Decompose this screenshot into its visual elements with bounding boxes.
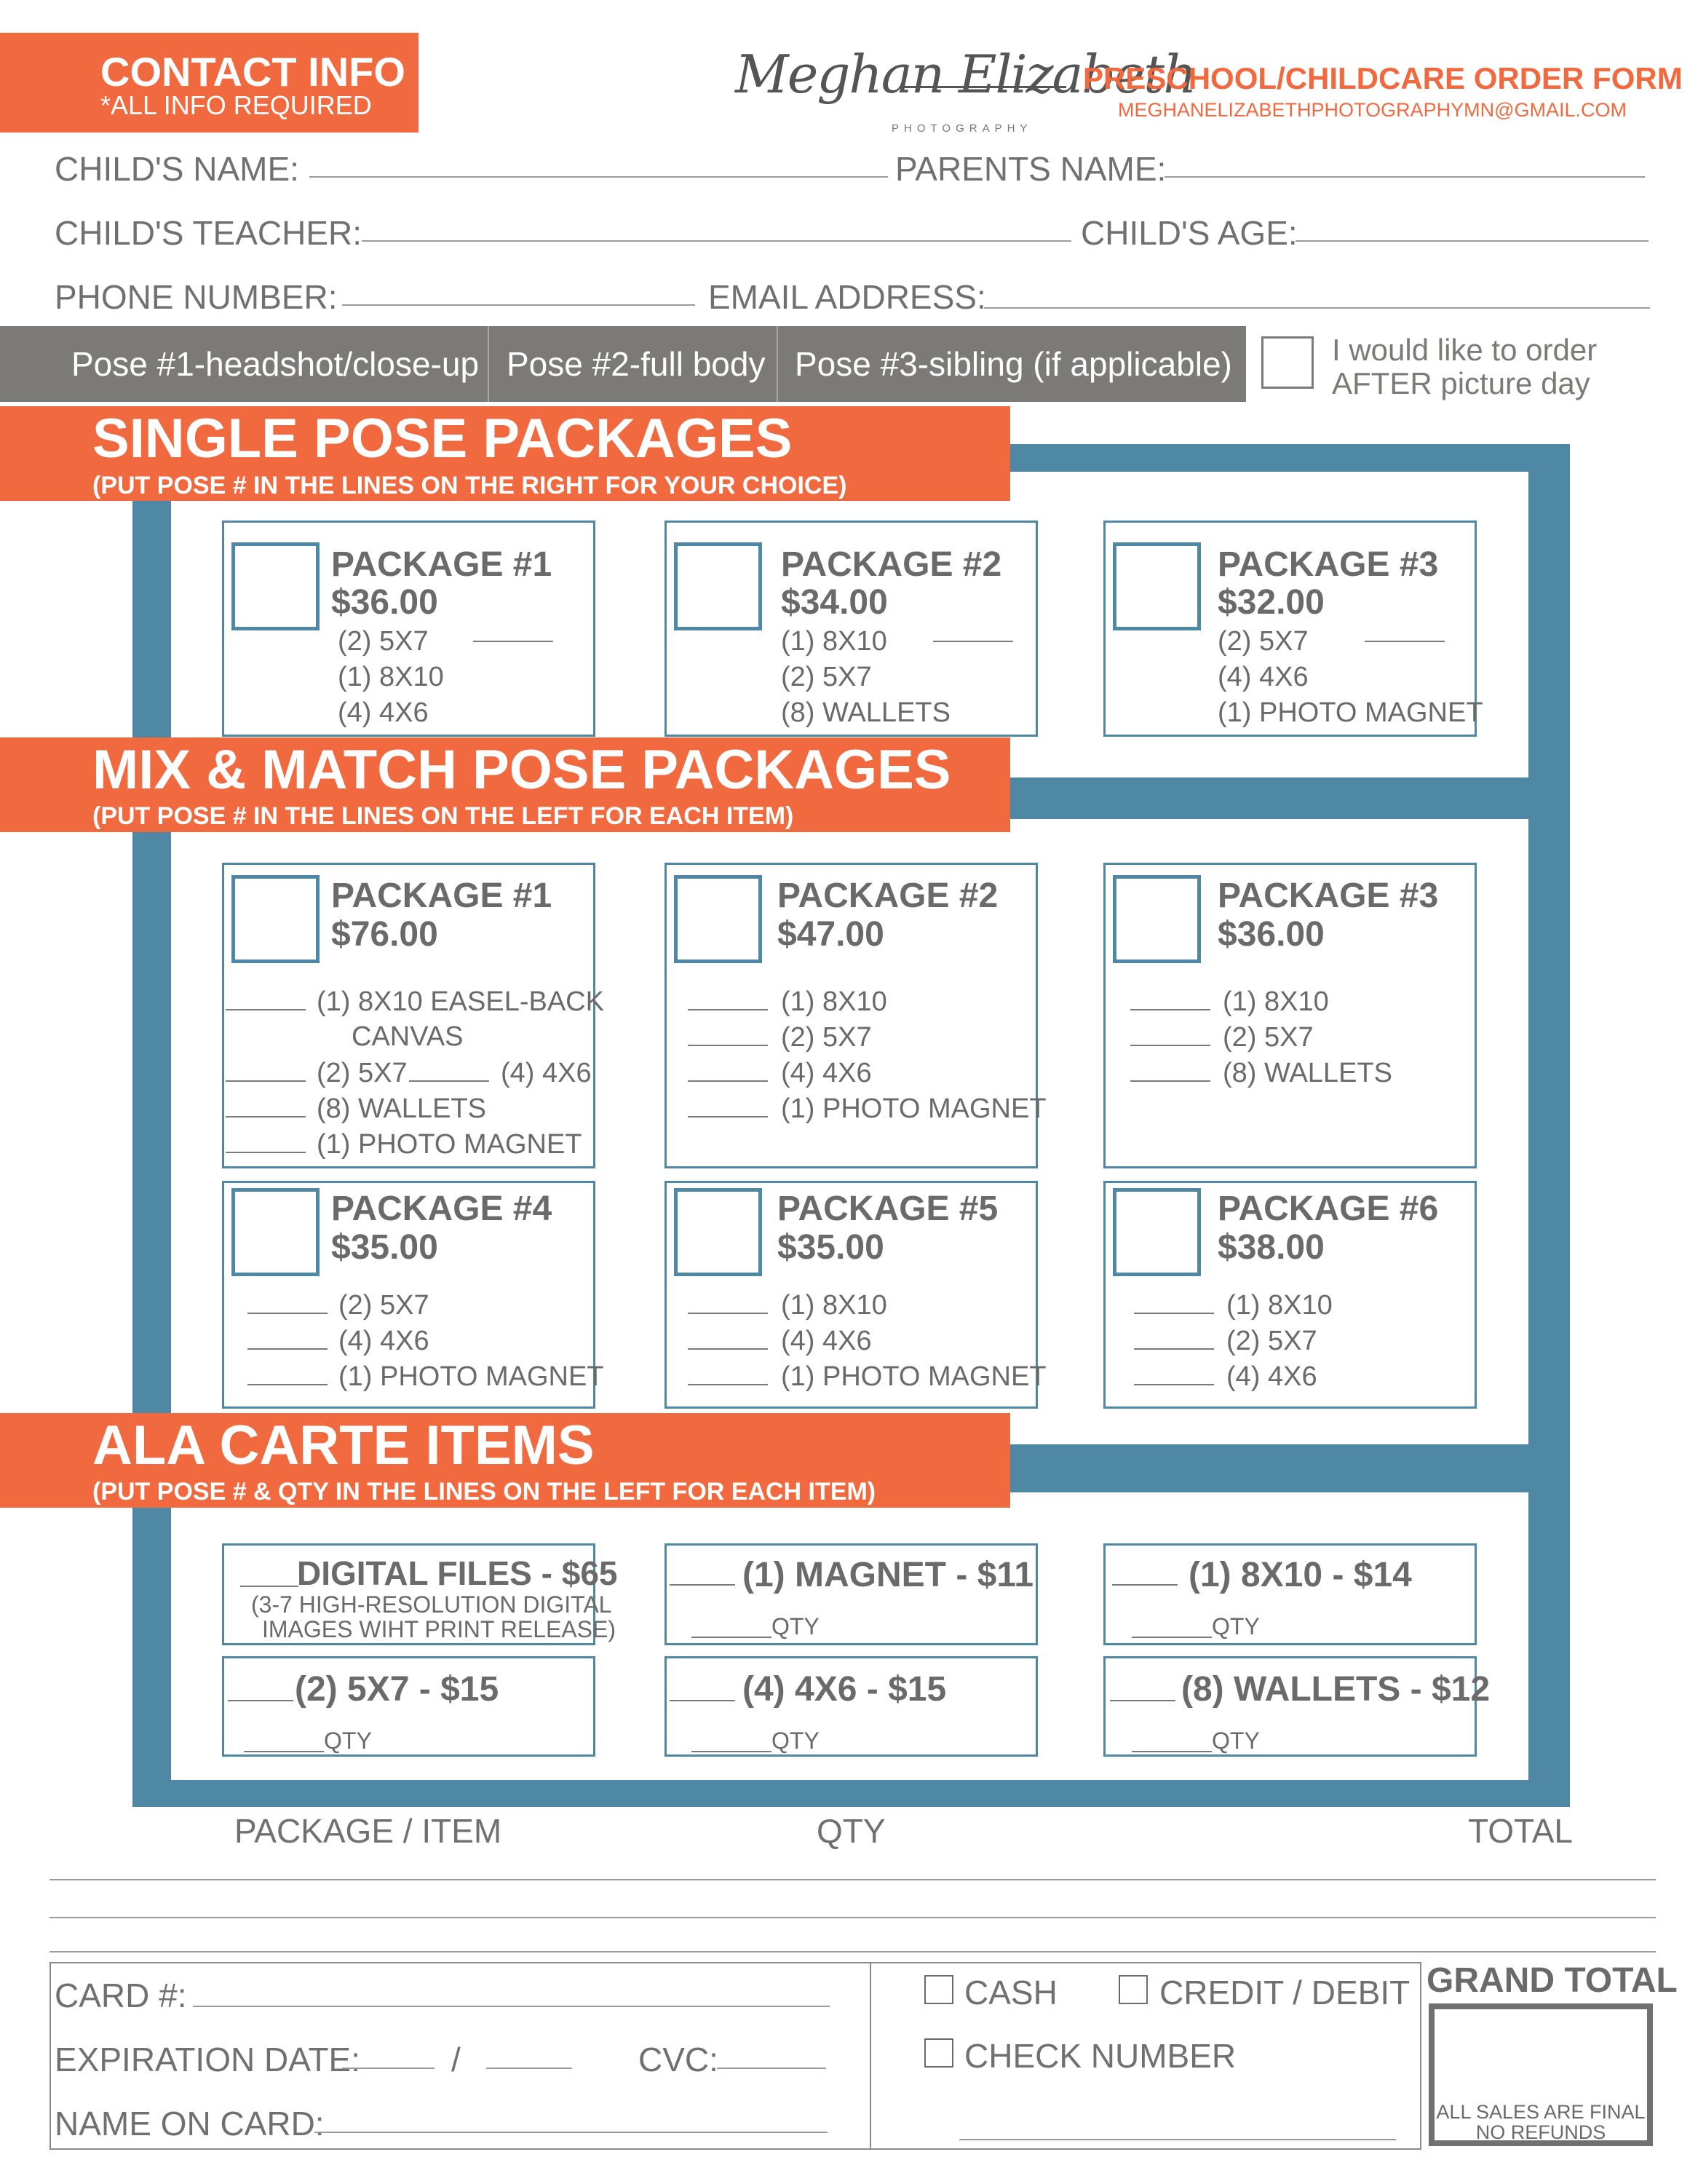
logo-underline xyxy=(902,86,1066,88)
mix-package-1-pose-line[interactable] xyxy=(226,1116,306,1117)
alacarte-5x7-qty-line[interactable] xyxy=(244,1751,324,1752)
cvc-field[interactable] xyxy=(717,2068,826,2069)
mix-package-6-pose-line[interactable] xyxy=(1134,1348,1214,1350)
alacarte-8x10-pose-line[interactable] xyxy=(1112,1584,1178,1586)
alacarte-magnet-pose-line[interactable] xyxy=(670,1584,735,1586)
alacarte-subtitle: (PUT POSE # & QTY IN THE LINES ON THE LEFT FOR EACH ITEM) xyxy=(92,1478,876,1506)
email-address-label: EMAIL ADDRESS: xyxy=(708,278,986,316)
mix-package-5-item: (1) 8X10 xyxy=(781,1290,887,1321)
mix-package-1-item: (1) PHOTO MAGNET xyxy=(317,1129,582,1160)
cash-checkbox[interactable] xyxy=(924,1975,953,2004)
childs-teacher-label: CHILD'S TEACHER: xyxy=(55,214,362,252)
mix-package-5-pose-line[interactable] xyxy=(688,1313,768,1314)
pose-option-2: Pose #2-full body xyxy=(507,345,766,383)
mix-package-4-pose-line[interactable] xyxy=(247,1348,328,1350)
mix-package-2-price: $47.00 xyxy=(777,915,884,954)
mix-match-subtitle: (PUT POSE # IN THE LINES ON THE LEFT FOR EACH ITEM) xyxy=(92,802,794,830)
single-package-1-price: $36.00 xyxy=(331,583,438,622)
mix-package-1-item: (2) 5X7 xyxy=(317,1058,408,1088)
mix-package-2-pose-line[interactable] xyxy=(688,1116,768,1117)
mix-package-2-name: PACKAGE #2 xyxy=(777,877,999,915)
mix-package-4-item: (4) 4X6 xyxy=(338,1326,429,1356)
childs-age-label: CHILD'S AGE: xyxy=(1081,214,1298,252)
single-package-3-pose-line[interactable] xyxy=(1365,641,1445,642)
single-package-3-item: (2) 5X7 xyxy=(1218,626,1309,657)
alacarte-wallets-qty-label: QTY xyxy=(1212,1728,1260,1754)
mix-package-4-item: (1) PHOTO MAGNET xyxy=(338,1361,604,1392)
expiration-month-field[interactable] xyxy=(342,2068,435,2069)
mix-package-6-item: (2) 5X7 xyxy=(1226,1326,1317,1356)
mix-package-5-price: $35.00 xyxy=(777,1228,884,1267)
alacarte-4x6-pose-line[interactable] xyxy=(670,1700,735,1701)
alacarte-8x10-title: (1) 8X10 - $14 xyxy=(1189,1556,1412,1594)
parents-name-label: PARENTS NAME: xyxy=(895,150,1167,188)
mix-package-6-pose-line[interactable] xyxy=(1134,1313,1214,1314)
mix-package-1-item: (1) 8X10 EASEL-BACK xyxy=(317,986,604,1017)
name-on-card-field[interactable] xyxy=(314,2132,828,2133)
mix-package-6-item: (1) 8X10 xyxy=(1226,1290,1333,1321)
pose-option-3: Pose #3-sibling (if applicable) xyxy=(795,345,1232,383)
mix-package-3-pose-line[interactable] xyxy=(1130,1045,1210,1046)
name-on-card-label: NAME ON CARD: xyxy=(55,2105,325,2143)
alacarte-digital-pose-line[interactable] xyxy=(240,1586,298,1587)
mix-package-4-checkbox[interactable] xyxy=(231,1188,320,1276)
single-package-2-item: (2) 5X7 xyxy=(781,662,872,692)
mix-package-6-name: PACKAGE #6 xyxy=(1218,1190,1439,1228)
single-package-1-pose-line[interactable] xyxy=(473,641,553,642)
expiration-year-field[interactable] xyxy=(486,2068,572,2069)
alacarte-5x7-pose-line[interactable] xyxy=(228,1700,293,1701)
mix-package-2-item: (2) 5X7 xyxy=(781,1022,872,1053)
single-package-3-checkbox[interactable] xyxy=(1113,542,1201,630)
mix-package-3-price: $36.00 xyxy=(1218,915,1325,954)
check-number-checkbox[interactable] xyxy=(924,2038,953,2068)
pose-option-1: Pose #1-headshot/close-up xyxy=(71,345,480,383)
alacarte-4x6-title: (4) 4X6 - $15 xyxy=(742,1670,947,1709)
after-picture-day-checkbox[interactable] xyxy=(1261,336,1314,389)
summary-line-2[interactable] xyxy=(49,1917,1656,1918)
mix-package-4-item: (2) 5X7 xyxy=(338,1290,429,1321)
single-package-2-item: (1) 8X10 xyxy=(781,626,887,657)
childs-name-label: CHILD'S NAME: xyxy=(55,150,299,188)
mix-package-1-pose-line[interactable] xyxy=(226,1009,306,1010)
mix-package-2-pose-line[interactable] xyxy=(688,1045,768,1046)
mix-package-1-item: (4) 4X6 xyxy=(501,1058,592,1088)
card-number-label: CARD #: xyxy=(55,1977,187,2014)
payment-divider xyxy=(870,1962,871,2150)
sales-final-notice: ALL SALES ARE FINAL xyxy=(1436,2101,1646,2123)
mix-package-1-item: CANVAS xyxy=(352,1021,464,1052)
mix-package-5-item: (1) PHOTO MAGNET xyxy=(781,1361,1047,1392)
single-package-1-checkbox[interactable] xyxy=(231,542,320,630)
credit-debit-label: CREDIT / DEBIT xyxy=(1159,1974,1411,2011)
alacarte-wallets-qty-line[interactable] xyxy=(1132,1751,1212,1752)
single-package-2-pose-line[interactable] xyxy=(933,641,1013,642)
alacarte-4x6-qty-label: QTY xyxy=(771,1728,820,1754)
single-package-2-name: PACKAGE #2 xyxy=(781,545,1002,584)
alacarte-wallets-pose-line[interactable] xyxy=(1110,1700,1175,1701)
contact-email: MEGHANELIZABETHPHOTOGRAPHYMN@GMAIL.COM xyxy=(1118,99,1627,121)
mix-package-6-price: $38.00 xyxy=(1218,1228,1325,1267)
summary-package-item-header: PACKAGE / ITEM xyxy=(234,1812,502,1850)
mix-package-5-checkbox[interactable] xyxy=(674,1188,762,1276)
mix-package-3-item: (8) WALLETS xyxy=(1223,1058,1392,1088)
alacarte-digital-note: (3-7 HIGH-RESOLUTION DIGITAL xyxy=(251,1591,612,1618)
single-package-3-item: (1) PHOTO MAGNET xyxy=(1218,697,1483,728)
check-number-field[interactable] xyxy=(959,2139,1396,2140)
mix-package-1-name: PACKAGE #1 xyxy=(331,877,552,915)
single-package-1-item: (2) 5X7 xyxy=(338,626,429,657)
summary-line-3[interactable] xyxy=(49,1951,1656,1952)
mix-package-6-item: (4) 4X6 xyxy=(1226,1361,1317,1392)
alacarte-digital-note: IMAGES WIHT PRINT RELEASE) xyxy=(262,1616,616,1642)
pose-bar-divider xyxy=(488,326,489,402)
pose-bar-divider xyxy=(777,326,778,402)
alacarte-5x7-title: (2) 5X7 - $15 xyxy=(295,1670,499,1709)
alacarte-title: ALA CARTE ITEMS xyxy=(92,1415,595,1476)
mix-package-2-item: (1) PHOTO MAGNET xyxy=(781,1093,1047,1124)
single-package-1-item: (1) 8X10 xyxy=(338,662,444,692)
single-package-1-item: (4) 4X6 xyxy=(338,697,429,728)
mix-package-5-name: PACKAGE #5 xyxy=(777,1190,999,1228)
no-refunds-notice: NO REFUNDS xyxy=(1475,2121,1606,2143)
mix-package-2-checkbox[interactable] xyxy=(674,875,762,963)
logo-photography: PHOTOGRAPHY xyxy=(892,122,1033,135)
mix-package-1-price: $76.00 xyxy=(331,915,438,954)
single-pose-title: SINGLE POSE PACKAGES xyxy=(92,408,793,470)
single-package-3-item: (4) 4X6 xyxy=(1218,662,1309,692)
mix-package-5-pose-line[interactable] xyxy=(688,1348,768,1350)
check-number-label: CHECK NUMBER xyxy=(964,2037,1237,2075)
mix-package-5-item: (4) 4X6 xyxy=(781,1326,872,1356)
mix-package-3-item: (2) 5X7 xyxy=(1223,1022,1314,1053)
mix-package-1-pose-line[interactable] xyxy=(226,1152,306,1153)
alacarte-magnet-qty-label: QTY xyxy=(771,1613,820,1639)
mix-package-4-name: PACKAGE #4 xyxy=(331,1190,552,1228)
single-pose-subtitle: (PUT POSE # IN THE LINES ON THE RIGHT FOR YOUR CHOICE) xyxy=(92,472,847,499)
after-picture-day-line2: AFTER picture day xyxy=(1332,366,1590,400)
mix-match-title: MIX & MATCH POSE PACKAGES xyxy=(92,739,951,801)
email-address-field[interactable] xyxy=(984,307,1650,309)
expiration-slash: / xyxy=(451,2041,461,2078)
single-package-3-price: $32.00 xyxy=(1218,583,1325,622)
form-title: PRESCHOOL/CHILDCARE ORDER FORM xyxy=(1083,61,1683,95)
mix-package-2-item: (4) 4X6 xyxy=(781,1058,872,1088)
summary-line-1[interactable] xyxy=(49,1879,1656,1880)
mix-package-1-checkbox[interactable] xyxy=(231,875,320,963)
childs-age-field[interactable] xyxy=(1296,240,1649,242)
after-picture-day-line1: I would like to order xyxy=(1332,333,1598,367)
alacarte-digital-title: DIGITAL FILES - $65 xyxy=(297,1554,618,1592)
mix-package-5-pose-line[interactable] xyxy=(688,1384,768,1385)
mix-package-1-pose-line[interactable] xyxy=(226,1080,306,1082)
single-package-2-price: $34.00 xyxy=(781,583,888,622)
alacarte-4x6-qty-line[interactable] xyxy=(691,1751,771,1752)
childs-teacher-field[interactable] xyxy=(362,240,1071,242)
mix-package-3-checkbox[interactable] xyxy=(1113,875,1201,963)
logo-script: Meghan Elizabeth xyxy=(735,44,1196,105)
mix-package-2-pose-line[interactable] xyxy=(688,1009,768,1010)
single-package-1-name: PACKAGE #1 xyxy=(331,545,552,584)
credit-debit-checkbox[interactable] xyxy=(1119,1975,1148,2004)
brand-logo xyxy=(735,29,1196,138)
contact-info-title: CONTACT INFO xyxy=(100,49,405,95)
summary-qty-header: QTY xyxy=(817,1812,886,1850)
mix-package-4-pose-line[interactable] xyxy=(247,1313,328,1314)
mix-package-4-price: $35.00 xyxy=(331,1228,438,1267)
single-package-2-checkbox[interactable] xyxy=(674,542,762,630)
single-package-3-name: PACKAGE #3 xyxy=(1218,545,1439,584)
mix-package-2-item: (1) 8X10 xyxy=(781,986,887,1017)
mix-package-1-pose-line[interactable] xyxy=(409,1080,489,1082)
mix-package-3-pose-line[interactable] xyxy=(1130,1009,1210,1010)
mix-package-2-pose-line[interactable] xyxy=(688,1080,768,1082)
childs-name-field[interactable] xyxy=(309,176,888,178)
alacarte-8x10-qty-label: QTY xyxy=(1212,1613,1260,1639)
phone-number-label: PHONE NUMBER: xyxy=(55,278,338,316)
mix-package-3-pose-line[interactable] xyxy=(1130,1080,1210,1082)
alacarte-magnet-qty-line[interactable] xyxy=(691,1637,771,1638)
single-package-2-item: (8) WALLETS xyxy=(781,697,951,728)
expiration-date-label: EXPIRATION DATE: xyxy=(55,2041,361,2078)
contact-info-required: *ALL INFO REQUIRED xyxy=(100,90,372,120)
phone-number-field[interactable] xyxy=(342,304,695,306)
parents-name-field[interactable] xyxy=(1165,176,1645,178)
summary-total-header: TOTAL xyxy=(1468,1812,1573,1850)
mix-package-4-pose-line[interactable] xyxy=(247,1384,328,1385)
mix-package-1-item: (8) WALLETS xyxy=(317,1093,486,1124)
cvc-label: CVC: xyxy=(638,2041,718,2078)
alacarte-wallets-title: (8) WALLETS - $12 xyxy=(1181,1670,1491,1709)
cash-label: CASH xyxy=(964,1974,1058,2011)
mix-package-3-item: (1) 8X10 xyxy=(1223,986,1329,1017)
alacarte-magnet-title: (1) MAGNET - $11 xyxy=(742,1556,1034,1594)
mix-package-6-pose-line[interactable] xyxy=(1134,1384,1214,1385)
mix-package-3-name: PACKAGE #3 xyxy=(1218,877,1439,915)
card-number-field[interactable] xyxy=(193,2006,830,2007)
mix-package-6-checkbox[interactable] xyxy=(1113,1188,1201,1276)
grand-total-label: GRAND TOTAL xyxy=(1427,1961,1678,2000)
alacarte-5x7-qty-label: QTY xyxy=(324,1728,372,1754)
alacarte-8x10-qty-line[interactable] xyxy=(1132,1637,1212,1638)
